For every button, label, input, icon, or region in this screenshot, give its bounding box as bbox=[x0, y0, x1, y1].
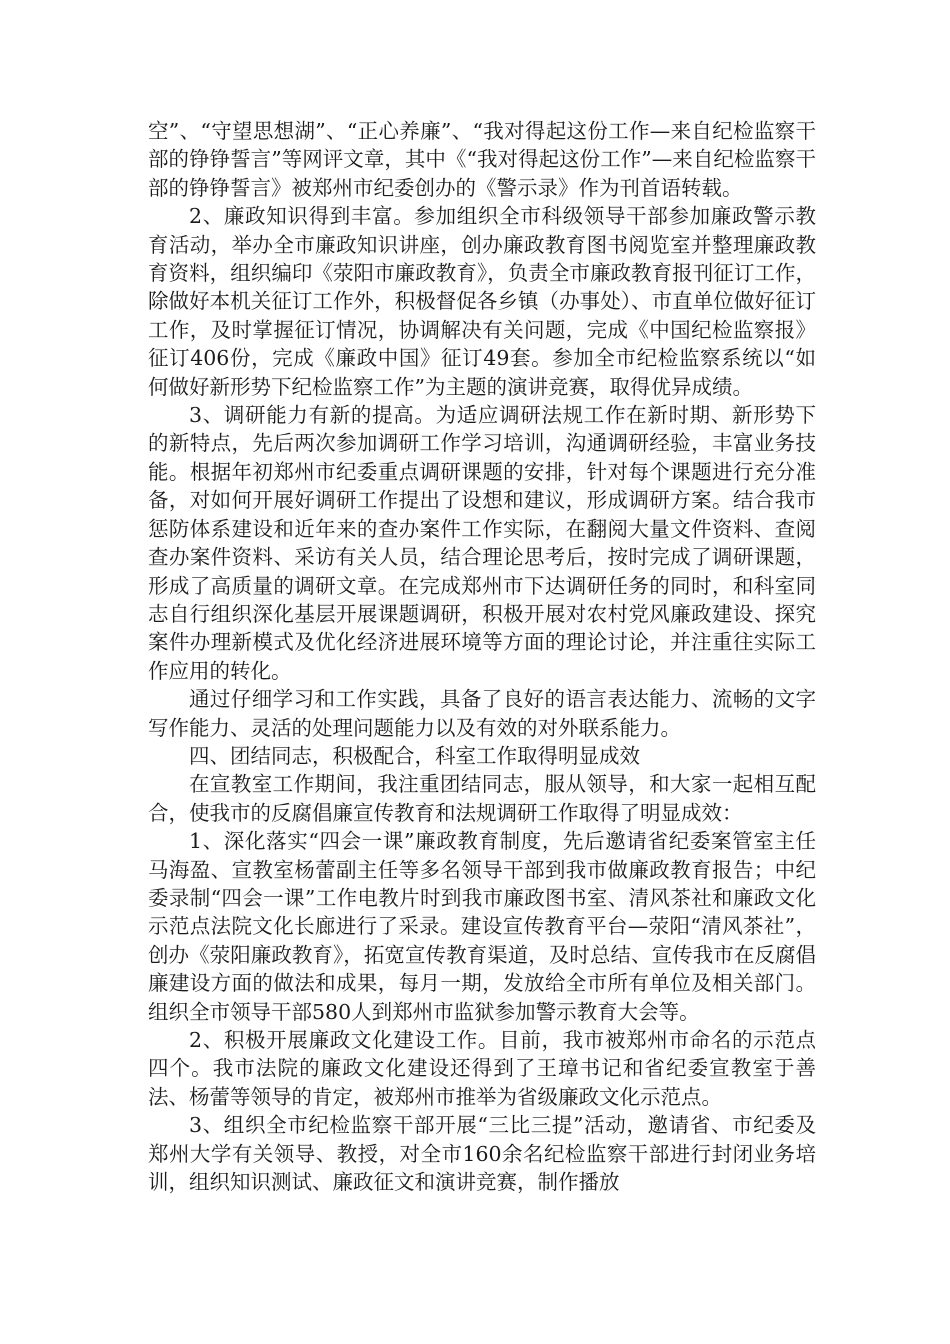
paragraph-5: 在宣教室工作期间，我注重团结同志，服从领导，和大家一起相互配合，使我市的反腐倡廉宣传教育和法规调研工作取得了明显成效： bbox=[148, 772, 816, 825]
paragraph-1: 空”、“守望思想湖”、“正心养廉”、“我对得起这份工作—来自纪检监察干部的铮铮誓言”等网评文章，其中《“我对得起这份工作”—来自纪检监察干部的铮铮誓言》被郑州市纪委创办的《警示录》作为刊首语转载。 bbox=[148, 119, 816, 200]
paragraph-3: 3、调研能力有新的提高。为适应调研法规工作在新时期、新形势下的新特点，先后两次参加调研工作学习培训，沟通调研经验，丰富业务技能。根据年初郑州市纪委重点调研课题的安排，针对每个课题进行充分准备，对如何开展好调研工作提出了设想和建议，形成调研方案。结合我市惩防体系建设和近年来的查办案件工作实际，在翻阅大量文件资料、查阅查办案件资料、采访有关人员，结合理论思考后，按时完成了调研课题，形成了高质量的调研文章。在完成郑州市下达调研任务的同时，和科室同志自行组织深化基层开展课题调研，积极开展对农村党风廉政建设、探究案件办理新模式及优化经济进展环境等方面的理论讨论，并注重往实际工作应用的转化。 bbox=[148, 403, 816, 683]
paragraph-6: 1、深化落实“四会一课”廉政教育制度，先后邀请省纪委案管室主任马海盈、宣教室杨蕾副主任等多名领导干部到我市做廉政教育报告；中纪委录制“四会一课”工作电教片时到我市廉政图书室、清风茶社和廉政文化示范点法院文化长廊进行了采录。建设宣传教育平台—荥阳“清风茶社”，创办《荥阳廉政教育》，拓宽宣传教育渠道，及时总结、宣传我市在反腐倡廉建设方面的做法和成果，每月一期，发放给全市所有单位及相关部门。组织全市领导干部580人到郑州市监狱参加警示教育大会等。 bbox=[148, 829, 816, 1024]
paragraph-2: 2、廉政知识得到丰富。参加组织全市科级领导干部参加廉政警示教育活动，举办全市廉政知识讲座，创办廉政教育图书阅览室并整理廉政教育资料，组织编印《荥阳市廉政教育》，负责全市廉政教育报刊征订工作，除做好本机关征订工作外，积极督促各乡镇（办事处）、市直单位做好征订工作，及时掌握征订情况，协调解决有关问题，完成《中国纪检监察报》征订406份，完成《廉政中国》征订49套。参加全市纪检监察系统以“如何做好新形势下纪检监察工作”为主题的演讲竞赛，取得优异成绩。 bbox=[148, 204, 816, 399]
section-heading: 四、团结同志，积极配合，科室工作取得明显成效 bbox=[189, 743, 640, 768]
paragraph-8: 3、组织全市纪检监察干部开展“三比三提”活动，邀请省、市纪委及郑州大学有关领导、教授，对全市160余名纪检监察干部进行封闭业务培训，组织知识测试、廉政征文和演讲竞赛，制作播放 bbox=[148, 1113, 816, 1195]
paragraph-4: 通过仔细学习和工作实践，具备了良好的语言表达能力、流畅的文字写作能力、灵活的处理问题能力以及有效的对外联系能力。 bbox=[148, 687, 816, 740]
paragraph-7: 2、积极开展廉政文化建设工作。目前，我市被郑州市命名的示范点四个。我市法院的廉政文化建设还得到了王璋书记和省纪委宣教室于善法、杨蕾等领导的肯定，被郑州市推举为省级廉政文化示范点。 bbox=[148, 1028, 816, 1109]
document-body bbox=[148, 117, 816, 1196]
